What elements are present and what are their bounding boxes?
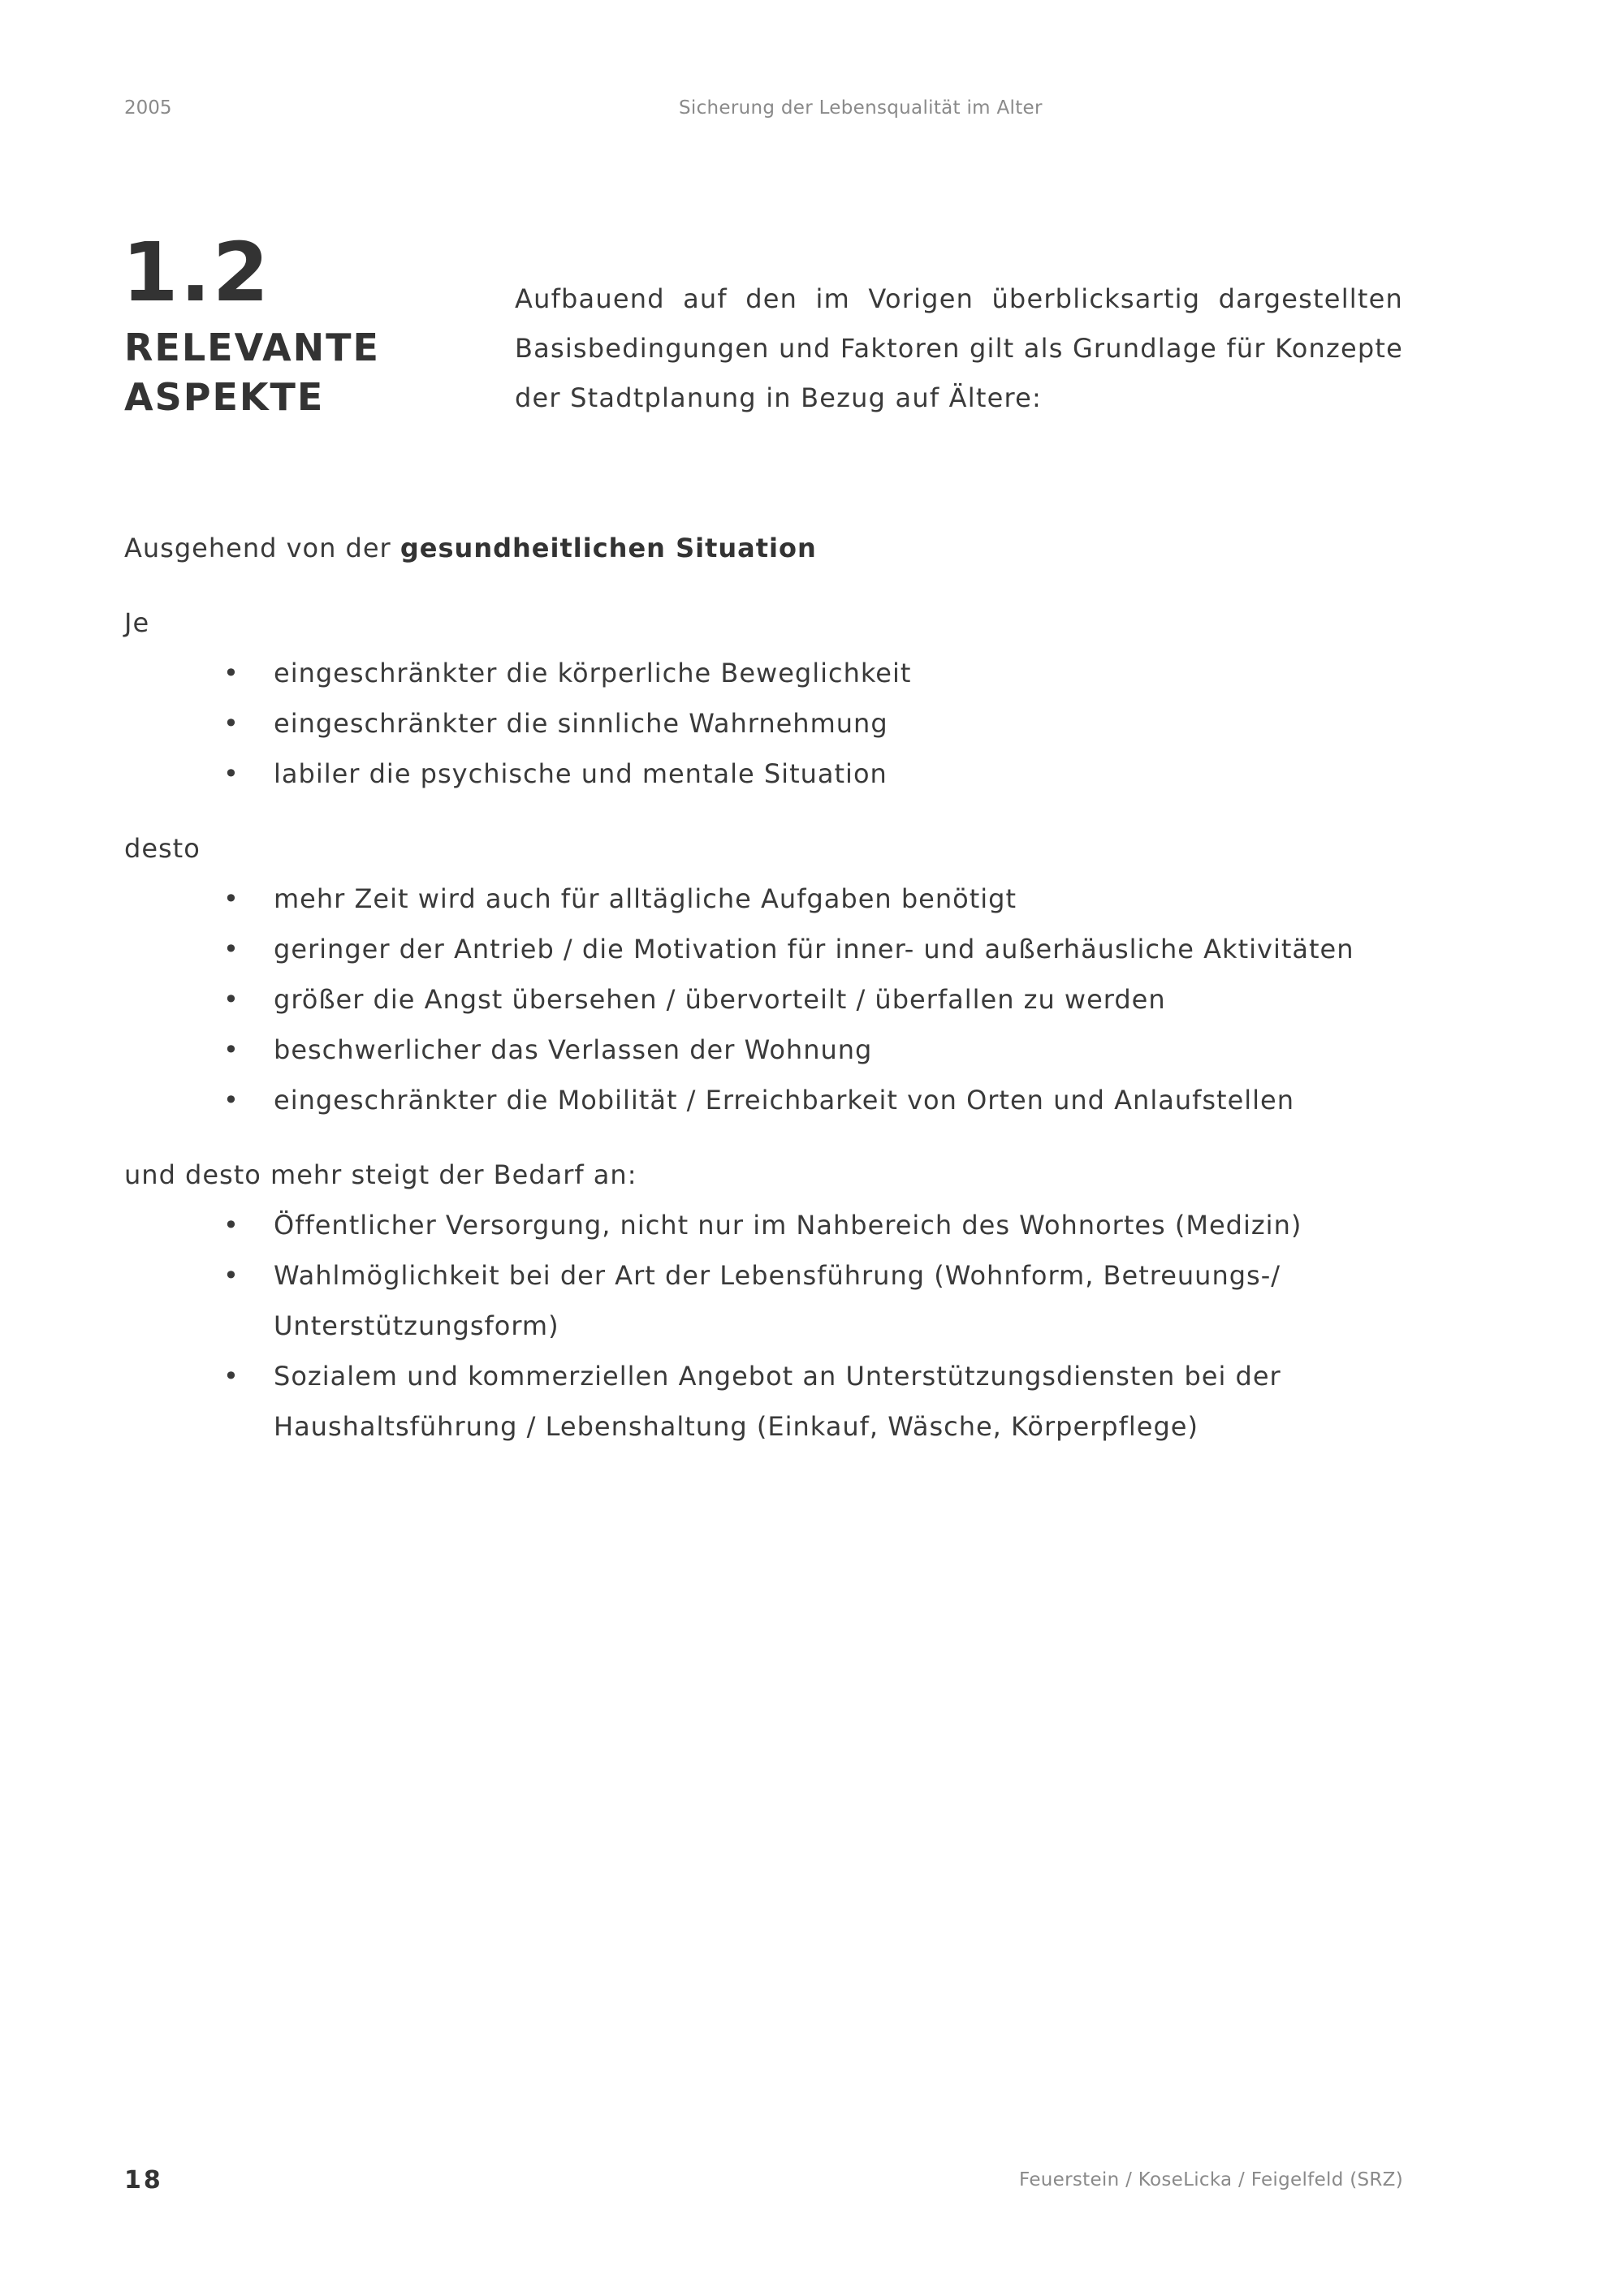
list-item-text: eingeschränkter die sinnliche Wahrnehmung [274, 708, 888, 739]
bullet-icon: • [223, 934, 240, 965]
footer-authors: Feuerstein / KoseLicka / Feigelfeld (SRZ) [1019, 2169, 1403, 2190]
list-item-text: mehr Zeit wird auch für alltägliche Aufgaben benötigt [274, 883, 1017, 914]
bullet-icon: • [223, 1085, 240, 1116]
list-item [124, 749, 1407, 799]
list-item-text: größer die Angst übersehen / übervorteilt / überfallen zu werden [274, 984, 1166, 1015]
header-year: 2005 [124, 97, 172, 119]
section-title [124, 323, 380, 422]
list-item-text: labiler die psychische und mentale Situation [274, 758, 888, 789]
bullet-icon: • [223, 758, 240, 789]
list-item-text: eingeschränkter die körperliche Beweglichkeit [274, 658, 912, 688]
list-item-text: eingeschränkter die Mobilität / Erreichbarkeit von Orten und Anlaufstellen [274, 1085, 1295, 1116]
list-item [124, 1200, 1407, 1250]
bullet-icon: • [223, 708, 240, 739]
list-item-text: Sozialem und kommerziellen Angebot an Unterstützungsdiensten bei der Haushaltsführung / Lebenshaltung (Einkauf, Wäsche, Körperpflege) [274, 1361, 1281, 1442]
page-number: 18 [124, 2166, 163, 2195]
group1-label: Je [124, 607, 150, 638]
list-item-text: Wahlmöglichkeit bei der Art der Lebensführung (Wohnform, Betreuungs-/ Unterstützungsform) [274, 1260, 1281, 1341]
body-content [124, 523, 1407, 1452]
list-item [124, 1250, 1407, 1351]
list-item-text: geringer der Antrieb / die Motivation für inner- und außerhäusliche Aktivitäten [274, 934, 1354, 965]
lead-sentence [124, 523, 1407, 573]
list-item [124, 1351, 1407, 1452]
bullet-icon: • [223, 984, 240, 1015]
group3-label: und desto mehr steigt der Bedarf an: [124, 1159, 637, 1190]
list-item [124, 698, 1407, 749]
bullet-icon: • [223, 658, 240, 688]
section-number: 1.2 [122, 225, 271, 320]
section-intro-paragraph: Aufbauend auf den im Vorigen überblicksartig dargestellten Basisbedingungen und Faktoren gilt als Grundlage für Konzepte der Stadtplanung in Bezug auf Ältere: [515, 283, 1403, 413]
bullet-icon: • [223, 883, 240, 914]
list-item-text: beschwerlicher das Verlassen der Wohnung [274, 1034, 873, 1065]
lead-prefix: Ausgehend von der [124, 533, 400, 563]
section-title-line1: RELEVANTE [124, 326, 380, 369]
group2-list [124, 874, 1407, 1125]
bullet-icon: • [223, 1361, 240, 1392]
list-item [124, 924, 1407, 974]
list-item [124, 648, 1407, 698]
bullet-icon: • [223, 1260, 240, 1291]
running-header-title: Sicherung der Lebensqualität im Alter [679, 97, 1043, 119]
section-title-line2: ASPEKTE [124, 375, 325, 419]
list-item [124, 874, 1407, 924]
group2-label: desto [124, 833, 201, 864]
group1-list [124, 648, 1407, 799]
bullet-icon: • [223, 1034, 240, 1065]
list-item [124, 974, 1407, 1025]
list-item [124, 1025, 1407, 1075]
group3-list [124, 1200, 1407, 1452]
bullet-icon: • [223, 1210, 240, 1241]
list-item-text: Öffentlicher Versorgung, nicht nur im Nahbereich des Wohnortes (Medizin) [274, 1210, 1302, 1241]
lead-emphasis: gesundheitlichen Situation [400, 533, 817, 563]
list-item [124, 1075, 1407, 1125]
